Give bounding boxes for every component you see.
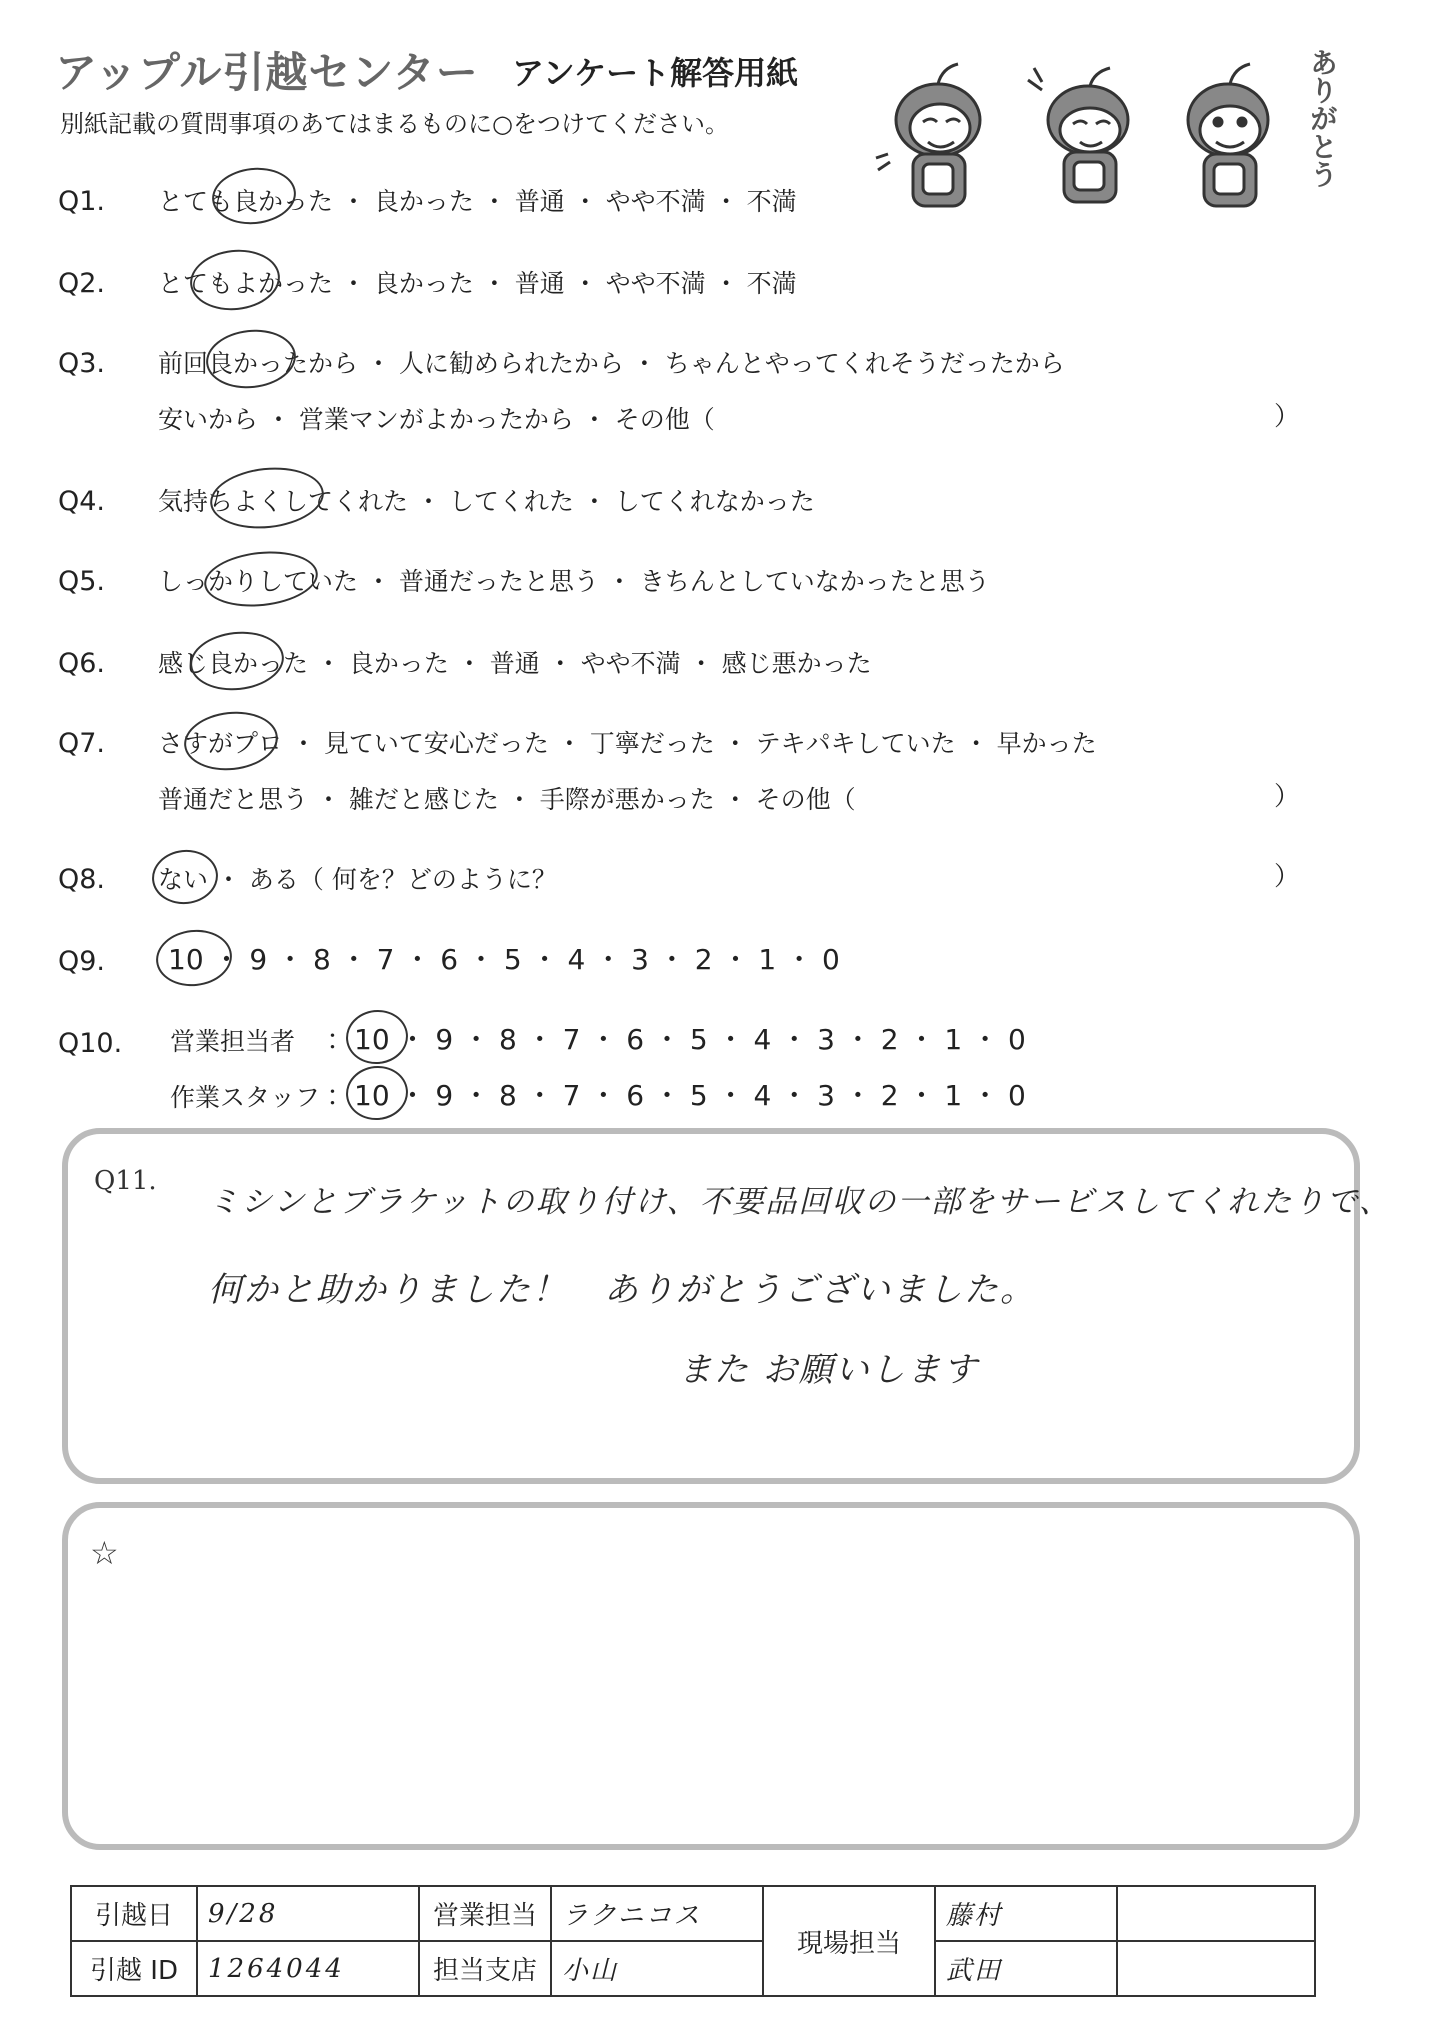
question-options-q3-line2: 安いから ・ 営業マンがよかったから ・ その他（ <box>158 405 715 434</box>
question-options-q3-line1: 前回良かったから ・ 人に勧められたから ・ ちゃんとやってくれそうだったから <box>158 349 1065 378</box>
sales-name-value: ラクニコス <box>551 1886 763 1941</box>
question-options-q7-line1: さすがプロ ・ 見ていて安心だった ・ 丁寧だった ・ テキパキしていた ・ 早かった <box>158 729 1097 758</box>
company-title: アップル引越センター <box>55 48 479 97</box>
instruction-text: 別紙記載の質問事項のあてはまるものに○をつけてください。 <box>60 110 729 138</box>
answer-circle-q3 <box>203 325 299 392</box>
question-label-q4: Q4. <box>58 486 106 517</box>
q11-comment-line-3: また お願いします <box>678 1350 979 1390</box>
close-paren-q8: ） <box>1274 862 1301 892</box>
answer-circle-q4 <box>207 462 327 534</box>
answer-circle-q10-staff <box>343 1063 410 1123</box>
move-id-label: 引越 ID <box>71 1941 197 1996</box>
question-label-q8: Q8. <box>58 864 106 895</box>
star-comment-box <box>62 1502 1360 1850</box>
move-date-value: 9/28 <box>197 1886 419 1941</box>
close-paren-q3: ） <box>1274 402 1301 432</box>
answer-circle-q1 <box>209 164 298 228</box>
q11-comment-box <box>62 1128 1392 1484</box>
question-options-q4: 気持ちよくしてくれた ・ してくれた ・ してくれなかった <box>158 487 815 516</box>
site-staff-name-1: 藤村 <box>935 1886 1117 1941</box>
q11-comment-line-1: ミシンとブラケットの取り付け、不要品回収の一部をサービスしてくれたりで、 <box>208 1184 1392 1220</box>
answer-circle-q5 <box>201 546 320 612</box>
mascot-thanks-text: ありがとう <box>1306 48 1339 188</box>
sales-label: 営業担当 <box>419 1886 551 1941</box>
q10-row-scale-staff: ：10 ・ 9 ・ 8 ・ 7 ・ 6 ・ 5 ・ 4 ・ 3 ・ 2 ・ 1 ・ 0 <box>326 1079 1026 1112</box>
site-staff-empty-2 <box>1117 1941 1315 1996</box>
branch-label: 担当支店 <box>419 1941 551 1996</box>
question-label-q9: Q9. <box>58 946 106 977</box>
question-label-q3: Q3. <box>58 348 106 379</box>
answer-circle-q10-sales <box>343 1007 410 1067</box>
site-staff-empty-1 <box>1117 1886 1315 1941</box>
question-options-q7-line2: 普通だと思う ・ 雑だと感じた ・ 手際が悪かった ・ その他（ <box>158 785 856 814</box>
question-label-q2: Q2. <box>58 268 106 299</box>
form-subtitle: アンケート解答用紙 <box>512 54 799 92</box>
question-options-q2: とてもよかった ・ 良かった ・ 普通 ・ やや不満 ・ 不満 <box>158 269 797 298</box>
close-paren-q7: ） <box>1274 782 1301 812</box>
question-label-q10: Q10. <box>58 1028 123 1059</box>
answer-circle-q6 <box>187 627 287 695</box>
answer-circle-q2 <box>187 245 283 314</box>
answer-circle-q8 <box>149 847 220 908</box>
question-options-q9: 10 ・ 9 ・ 8 ・ 7 ・ 6 ・ 5 ・ 4 ・ 3 ・ 2 ・ 1 ・ 0 <box>168 943 840 976</box>
question-options-q8: ない ・ ある（ 何を？どのように？ <box>158 865 557 894</box>
star-icon: ☆ <box>90 1534 119 1572</box>
q11-comment-line-2: 何かと助かりました！ ありがとうございました。 <box>208 1270 1036 1310</box>
site-staff-name-2: 武田 <box>935 1941 1117 1996</box>
answer-circle-q9 <box>153 926 234 990</box>
question-options-q5: しっかりしていた ・ 普通だったと思う ・ きちんとしていなかったと思う <box>158 567 990 596</box>
answer-circle-q7 <box>181 707 281 775</box>
question-label-q6: Q6. <box>58 648 106 679</box>
question-options-q1: とても良かった ・ 良かった ・ 普通 ・ やや不満 ・ 不満 <box>158 187 797 216</box>
move-info-table <box>70 1885 1316 1997</box>
move-date-label: 引越日 <box>71 1886 197 1941</box>
q10-row-scale-sales: ：10 ・ 9 ・ 8 ・ 7 ・ 6 ・ 5 ・ 4 ・ 3 ・ 2 ・ 1 ・ 0 <box>326 1023 1026 1056</box>
q10-row-name-sales: 営業担当者 <box>170 1027 296 1056</box>
question-options-q6: 感じ良かった ・ 良かった ・ 普通 ・ やや不満 ・ 感じ悪かった <box>158 649 872 678</box>
question-label-q1: Q1. <box>58 186 106 217</box>
move-id-value: 1264044 <box>197 1941 419 1996</box>
q10-row-name-staff: 作業スタッフ <box>170 1083 321 1112</box>
question-label-q5: Q5. <box>58 566 106 597</box>
site-staff-label: 現場担当 <box>763 1886 935 1996</box>
branch-name-value: 小山 <box>551 1941 763 1996</box>
mascot-monkeys-illustration <box>868 50 1348 220</box>
question-label-q7: Q7. <box>58 728 106 759</box>
q11-label: Q11. <box>94 1166 157 1196</box>
